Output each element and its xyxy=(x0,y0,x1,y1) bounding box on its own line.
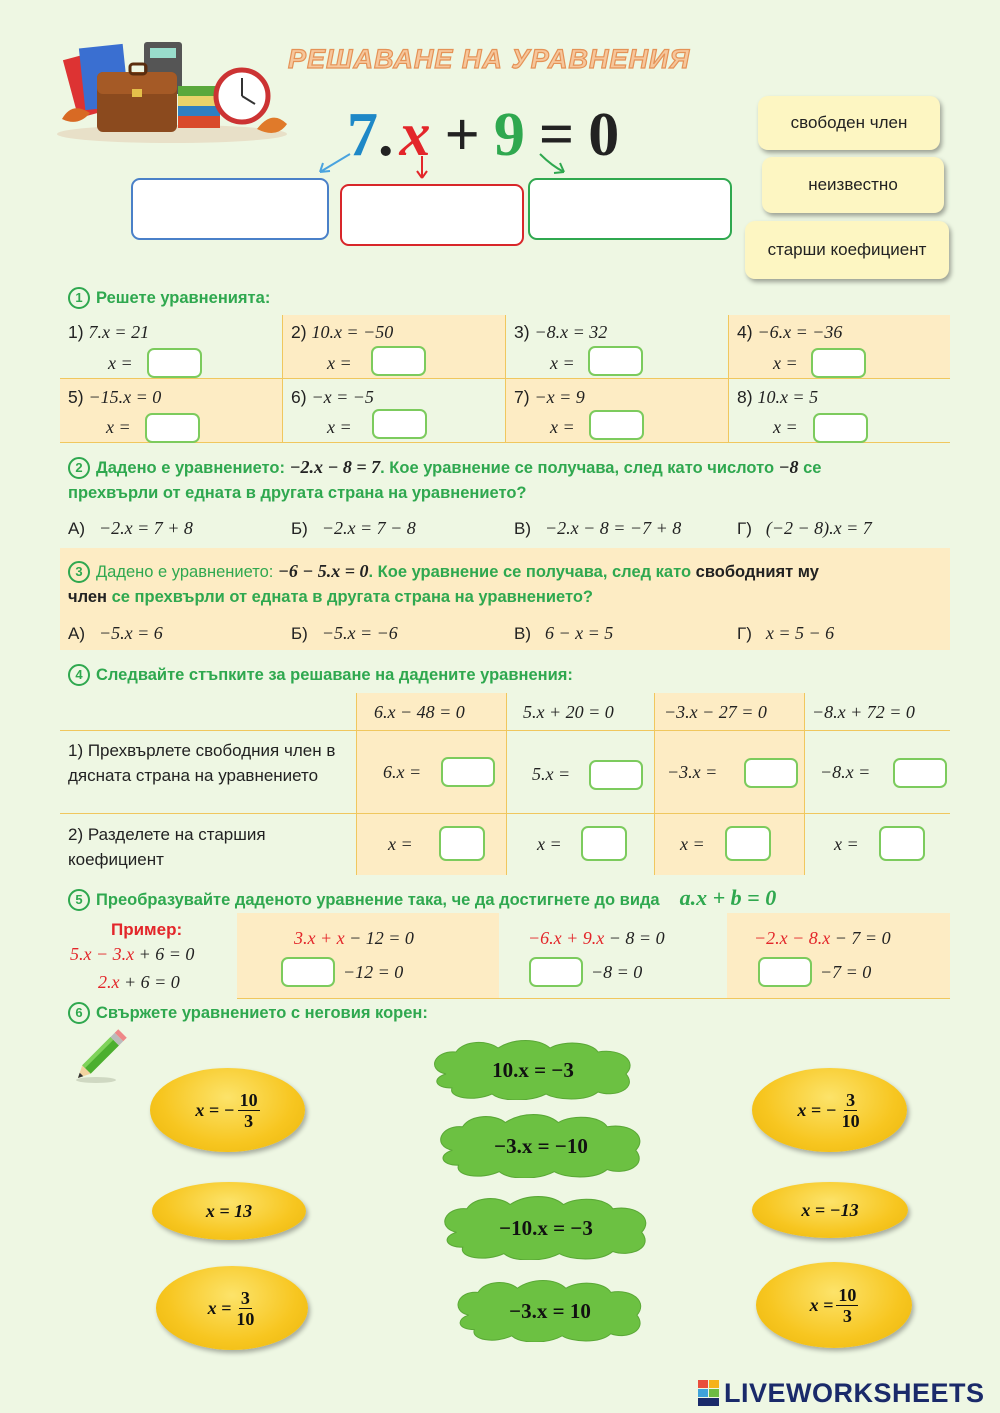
step1-input-2[interactable] xyxy=(589,760,643,790)
root-right-1[interactable]: x = − $\frac{3}{10}$ xyxy=(752,1068,907,1152)
main-equation: 7.x + 9 = 0 xyxy=(347,101,620,169)
answer-input-3[interactable] xyxy=(588,346,643,376)
card-unknown[interactable]: неизвестно xyxy=(762,157,944,213)
step1-input-3[interactable] xyxy=(744,758,798,788)
transform-input-1[interactable] xyxy=(281,957,335,987)
drop-box-unknown[interactable] xyxy=(340,184,524,246)
pencil-icon xyxy=(72,1024,132,1086)
row-1-label: 1) Прехвърлете свободния член в дясната страна на уравнението xyxy=(68,741,336,785)
root-left-2[interactable]: x = 13 xyxy=(152,1182,306,1240)
exercise-3: 3) −8.x = 32 xyxy=(514,322,608,342)
leading-coefficient: 7 xyxy=(347,101,378,169)
example-line-2: 2.x + 6 = 0 xyxy=(98,972,180,992)
exercise-7: 7) −x = 9 xyxy=(514,387,585,407)
school-supplies-illustration xyxy=(52,34,292,144)
transform-eq-1: 3.x + x − 12 = 0 xyxy=(294,928,414,948)
root-right-3[interactable]: x = $\frac{10}{3}$ xyxy=(756,1262,912,1348)
answer-input-1[interactable] xyxy=(147,348,202,378)
x-label: x = xyxy=(108,353,133,373)
example-label: Пример: xyxy=(111,920,183,939)
section-1-title: 1 Решете уравненията: xyxy=(68,287,270,309)
footer-brand: LIVEWORKSHEETS xyxy=(724,1378,985,1408)
root-left-1[interactable]: x = − $\frac{10}{3}$ xyxy=(150,1068,305,1152)
exercise-8: 8) 10.x = 5 xyxy=(737,387,819,407)
drop-box-free-term[interactable] xyxy=(528,178,732,240)
answer-input-2[interactable] xyxy=(371,346,426,376)
card-free-term[interactable]: свободен член xyxy=(758,96,940,150)
answer-input-4[interactable] xyxy=(811,348,866,378)
exercise-5: 5) −15.x = 0 xyxy=(68,387,162,407)
step2-input-2[interactable] xyxy=(581,826,627,861)
exercise-2: 2) 10.x = −50 xyxy=(291,322,394,342)
equation-cloud-4[interactable]: −3.x = 10 xyxy=(450,1280,650,1342)
equation-cloud-3[interactable]: −10.x = −3 xyxy=(436,1196,656,1260)
step2-input-1[interactable] xyxy=(439,826,485,861)
row-2-label: 2) Разделете на старшия коефициент xyxy=(68,825,266,869)
s3-option-b[interactable]: Б) −5.x = −6 xyxy=(291,623,398,643)
answer-input-8[interactable] xyxy=(813,413,868,443)
answer-input-5[interactable] xyxy=(145,413,200,443)
liveworksheets-logo-icon xyxy=(698,1380,720,1406)
exercise-6: 6) −x = −5 xyxy=(291,387,374,407)
step2-input-4[interactable] xyxy=(879,826,925,861)
section-4-title: 4 Следвайте стъпките за решаване на дадените уравнения: xyxy=(68,664,573,686)
s2-option-b[interactable]: Б) −2.x = 7 − 8 xyxy=(291,518,416,538)
exercise-4: 4) −6.x = −36 xyxy=(737,322,843,342)
s3-option-c[interactable]: В) 6 − x = 5 xyxy=(514,623,614,643)
drop-box-coefficient[interactable] xyxy=(131,178,329,240)
s2-option-d[interactable]: Г) (−2 − 8).x = 7 xyxy=(737,518,872,538)
section-5-title: 5 Преобразувайте даденото уравнение така, че да достигнете до вида a.x + b = 0 xyxy=(68,885,776,911)
page-title: РЕШАВАНЕ НА УРАВНЕНИЯ xyxy=(288,44,691,74)
s2-option-a[interactable]: А) −2.x = 7 + 8 xyxy=(68,518,193,538)
transform-eq-2: −6.x + 9.x − 8 = 0 xyxy=(528,928,665,948)
section-5-background xyxy=(237,913,950,999)
step1-input-1[interactable] xyxy=(441,757,495,787)
exercise-1: 1) 7.x = 21 xyxy=(68,322,150,342)
table-header-4: −8.x + 72 = 0 xyxy=(812,702,915,722)
example-line-1: 5.x − 3.x + 6 = 0 xyxy=(70,944,195,964)
free-term: 9 xyxy=(493,101,525,169)
step2-input-3[interactable] xyxy=(725,826,771,861)
card-leading-coefficient[interactable]: старши коефициент xyxy=(745,221,949,279)
root-right-2[interactable]: x = −13 xyxy=(752,1182,908,1238)
s2-option-c[interactable]: В) −2.x − 8 = −7 + 8 xyxy=(514,518,682,538)
table-header-1: 6.x − 48 = 0 xyxy=(374,702,465,722)
section-2-text: 2 Дадено е уравнението: −2.x − 8 = 7. Кое уравнение се получава, след като числото −8 се прехвърли от едната в другата страна на уравнението? xyxy=(68,457,822,502)
equation-cloud-1[interactable]: 10.x = −3 xyxy=(426,1040,640,1100)
unknown-variable: x xyxy=(399,101,431,169)
transform-input-2[interactable] xyxy=(529,957,583,987)
step1-input-4[interactable] xyxy=(893,758,947,788)
table-header-3: −3.x − 27 = 0 xyxy=(664,702,767,722)
s3-option-d[interactable]: Г) x = 5 − 6 xyxy=(737,623,835,643)
root-left-3[interactable]: x = $\frac{3}{10}$ xyxy=(156,1266,308,1350)
section-6-title: 6 Свържете уравнението с неговия корен: xyxy=(68,1002,428,1024)
s3-option-a[interactable]: А) −5.x = 6 xyxy=(68,623,163,643)
table-header-2: 5.x + 20 = 0 xyxy=(523,702,614,722)
section-3-text: 3 Дадено е уравнението: −6 − 5.x = 0. Кое уравнение се получава, след като свободният му член се прехвърли от едната в другата страна на уравнението? xyxy=(68,561,819,606)
equation-cloud-2[interactable]: −3.x = −10 xyxy=(432,1114,650,1178)
transform-eq-3: −2.x − 8.x − 7 = 0 xyxy=(754,928,891,948)
answer-input-7[interactable] xyxy=(589,410,644,440)
transform-input-3[interactable] xyxy=(758,957,812,987)
answer-input-6[interactable] xyxy=(372,409,427,439)
